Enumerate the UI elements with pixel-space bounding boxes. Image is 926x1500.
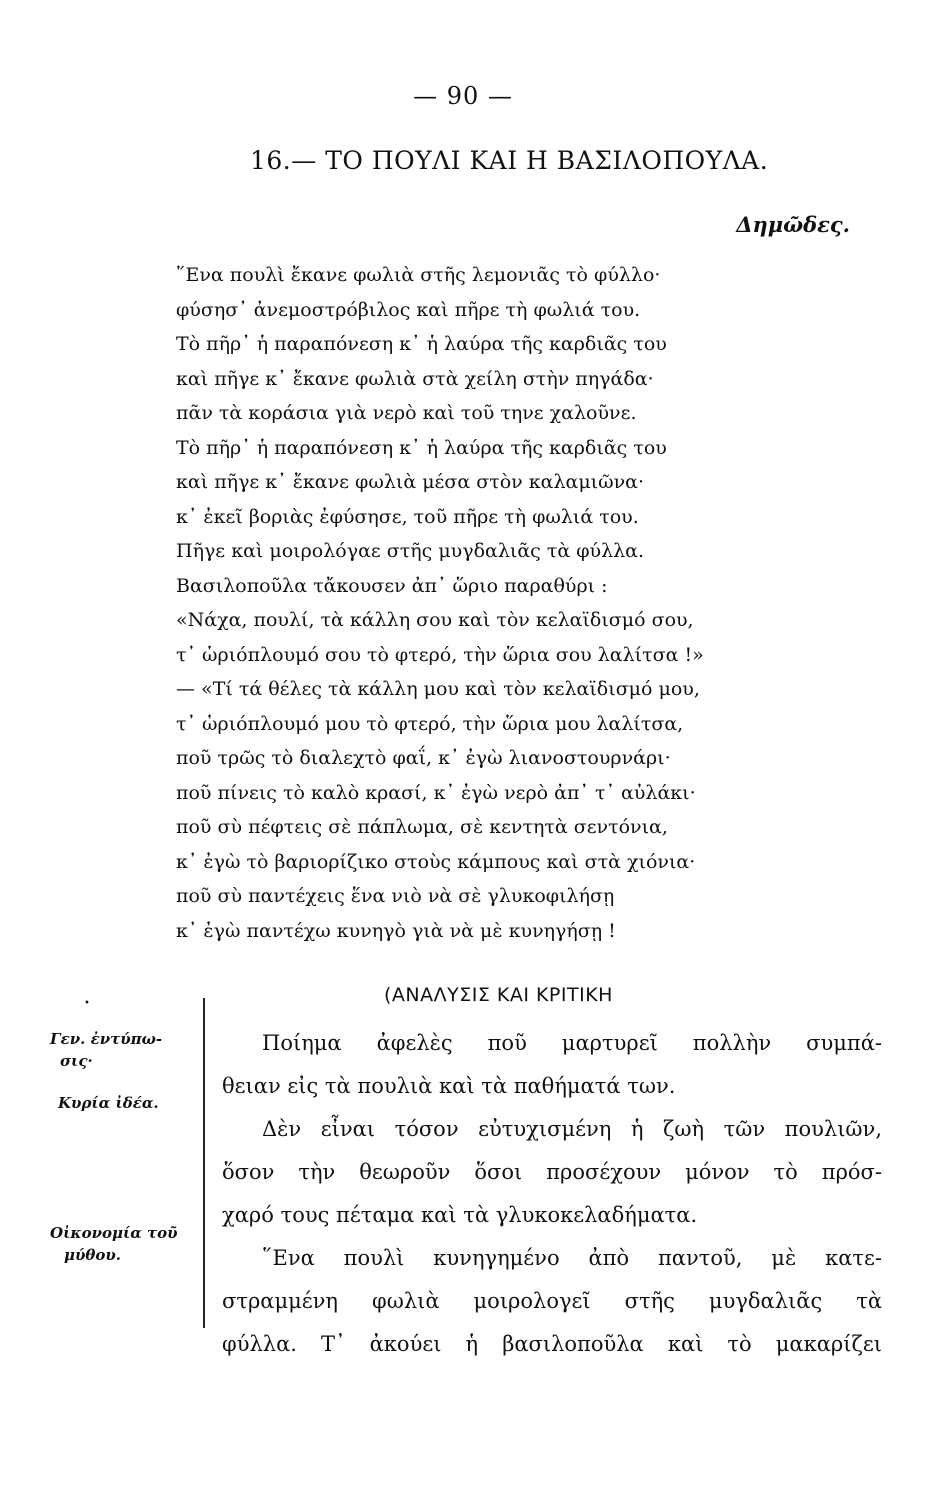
- poem-line: ποῦ τρῶς τὸ διαλεχτὸ φαΐ, κ᾽ ἐγὼ λιανοστουρνάρι·: [176, 747, 671, 769]
- poem-line: κ᾽ ἐκεῖ βοριὰς ἐφύσησε, τοῦ πῆρε τὴ φωλιά του.: [176, 505, 639, 528]
- poem-line: τ᾽ ὡριόπλουμό μου τὸ φτερό, τὴν ὥρια μου λαλίτσα,: [176, 712, 684, 735]
- margin-note-text: Γεν. ἐντύπω-: [50, 1030, 163, 1048]
- analysis-line: Δὲν εἶναι τόσον εὐτυχισμένη ἡ ζωὴ τῶν πουλιῶν,: [262, 1117, 882, 1141]
- poem-line: κ᾽ ἐγὼ τὸ βαριορίζικο στοὺς κάμπους καὶ στὰ χιόνια·: [176, 850, 696, 873]
- analysis-line: θειαν εἰς τὰ πουλιὰ καὶ τὰ παθήματά των.: [222, 1074, 676, 1098]
- margin-note-structure: [50, 1222, 195, 1266]
- poem-line: φύσησ᾽ ἀνεμοστρόβιλος καὶ πῆρε τὴ φωλιά του.: [176, 298, 641, 321]
- analysis-body: [222, 1022, 882, 1366]
- margin-note-impression: [50, 1028, 195, 1072]
- analysis-line: χαρό τους πέταμα καὶ τὰ γλυκοκελαδήματα.: [222, 1203, 698, 1227]
- margin-note-main-idea: [50, 1092, 195, 1114]
- poem-subtitle: Δημῶδες.: [736, 212, 850, 237]
- poem-line: Τὸ πῆρ᾽ ἡ παραπόνεση κ᾽ ἡ λαύρα τῆς καρδιᾶς του: [176, 436, 667, 459]
- poem-line: ῞Ενα πουλὶ ἔκανε φωλιὰ στῆς λεμονιᾶς τὸ φύλλο·: [176, 264, 661, 286]
- poem-line: Βασιλοποῦλα τἄκουσεν ἀπ᾽ ὥριο παραθύρι :: [176, 574, 608, 597]
- poem-line: ποῦ σὺ παντέχεις ἕνα νιὸ νὰ σὲ γλυκοφιλήσῃ: [176, 885, 615, 907]
- analysis-line: φύλλα. Τ᾽ ἀκούει ἡ βασιλοποῦλα καὶ τὸ μακαρίζει: [222, 1332, 882, 1356]
- analysis-line: στραμμένη φωλιὰ μοιρολογεῖ στῆς μυγδαλιᾶς τὰ: [222, 1289, 882, 1313]
- analysis-line: ὅσον τὴν θεωροῦν ὅσοι προσέχουν μόνον τὸ πρόσ-: [222, 1160, 882, 1184]
- page-number: — 90 —: [413, 82, 513, 110]
- analysis-line: Ποίημα ἀφελὲς ποῦ μαρτυρεῖ πολλὴν συμπά-: [262, 1031, 882, 1055]
- poem-line: — «Τί τά θέλες τὰ κάλλη μου καὶ τὸν κελαϊδισμό μου,: [176, 678, 700, 700]
- poem-line: τ᾽ ὡριόπλουμό σου τὸ φτερό, τὴν ὥρια σου λαλίτσα !»: [176, 643, 704, 666]
- margin-note-text: Κυρία ἰδέα.: [58, 1094, 159, 1112]
- poem-body: [176, 258, 836, 948]
- poem-line: πᾶν τὰ κοράσια γιὰ νερὸ καὶ τοῦ τηνε χαλοῦνε.: [176, 402, 637, 424]
- poem-line: Πῆγε καὶ μοιρολόγαε στῆς μυγδαλιᾶς τὰ φύλλα.: [176, 540, 645, 562]
- poem-line: κ᾽ ἐγὼ παντέχω κυνηγὸ γιὰ νὰ μὲ κυνηγήσῃ !: [176, 919, 616, 942]
- poem-line: ποῦ πίνεις τὸ καλὸ κρασί, κ᾽ ἐγὼ νερὸ ἀπ᾽ τ᾽ αὐλάκι·: [176, 781, 696, 804]
- margin-note-text: σις·: [60, 1052, 93, 1070]
- analysis-heading: (ΑΝΑΛΥΣΙΣ ΚΑΙ ΚΡΙΤΙΚΗ: [384, 984, 613, 1006]
- poem-line: καὶ πῆγε κ᾽ ἔκανε φωλιὰ μέσα στὸν καλαμιῶνα·: [176, 471, 645, 493]
- poem-title: 16.— ΤΟ ΠΟΥΛΙ ΚΑΙ Η ΒΑΣΙΛΟΠΟΥΛΑ.: [250, 146, 769, 175]
- margin-note-text: Οἰκονομία τοῦ: [50, 1224, 178, 1242]
- poem-line: Τὸ πῆρ᾽ ἡ παραπόνεση κ᾽ ἡ λαύρα τῆς καρδιᾶς του: [176, 333, 667, 355]
- margin-note-text: μύθου.: [64, 1246, 122, 1264]
- poem-line: «Νάχα, πουλί, τὰ κάλλη σου καὶ τὸν κελαϊδισμό σου,: [176, 609, 694, 631]
- analysis-line: ῞Ενα πουλὶ κυνηγημένο ἀπὸ παντοῦ, μὲ κατε-: [262, 1246, 882, 1270]
- margin-dot: •: [84, 998, 90, 1009]
- poem-line: καὶ πῆγε κ᾽ ἔκανε φωλιὰ στὰ χείλη στὴν πηγάδα·: [176, 367, 654, 390]
- margin-divider: [203, 998, 205, 1328]
- poem-line: ποῦ σὺ πέφτεις σὲ πάπλωμα, σὲ κεντητὰ σεντόνια,: [176, 816, 668, 838]
